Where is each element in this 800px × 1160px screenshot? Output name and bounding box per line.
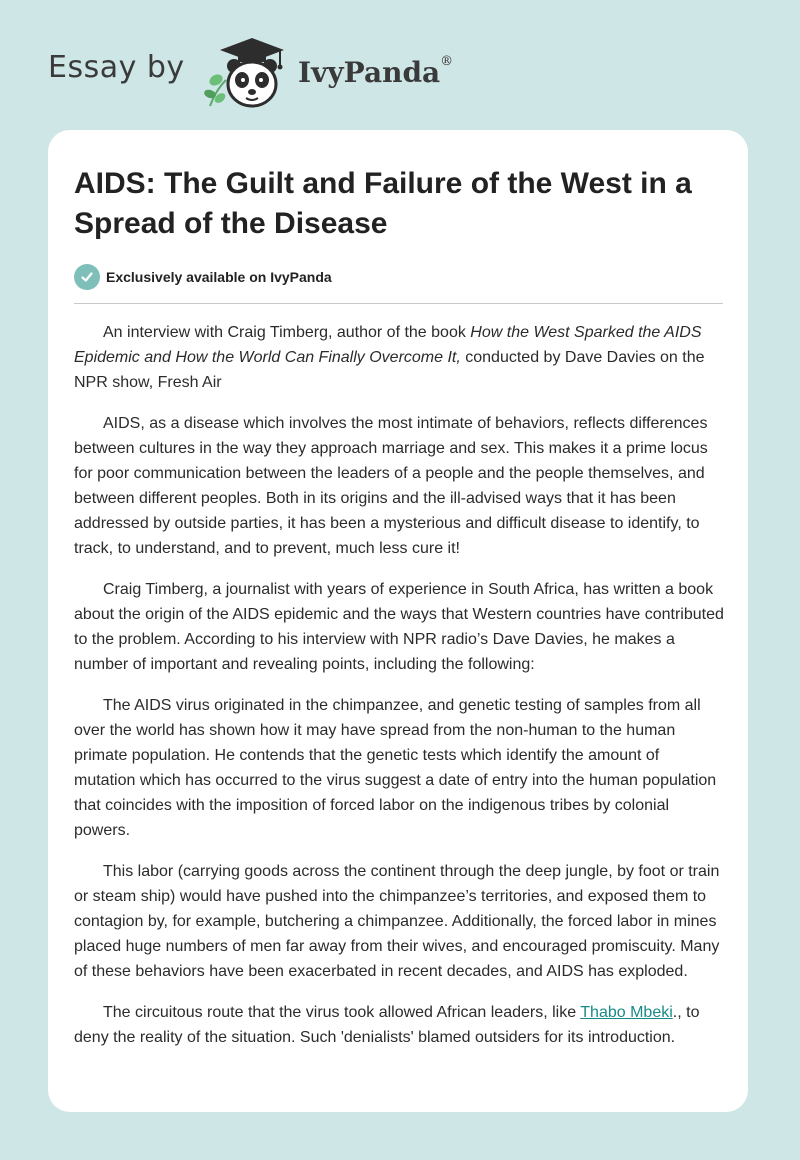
book-title: How the West Sparked the AIDS Epidemic and How the World Can Finally Overcome It, <box>74 324 702 366</box>
paragraph: The circuitous route that the virus took allowed African leaders, like Thabo Mbeki., to deny the reality of the situation. Such 'denialists' blamed outsiders for its introduction. <box>74 1004 700 1046</box>
thabo-mbeki-link[interactable]: Thabo Mbeki <box>580 1004 673 1021</box>
exclusive-label: Exclusively available on IvyPanda <box>106 269 332 285</box>
intro-paragraph: An interview with Craig Timberg, author of the book How the West Sparked the AIDS Epidemic and How the World Can Finally Overcome It, conducted by Dave Davies on the NPR show, Fresh Air <box>74 324 705 391</box>
divider <box>74 303 723 304</box>
essay-title: AIDS: The Guilt and Failure of the West in a Spread of the Disease <box>74 167 692 240</box>
ivy-leaf-icon <box>203 72 227 106</box>
paragraph: This labor (carrying goods across the continent through the deep jungle, by foot or train or steam ship) would have pushed into the chimpanzee’s territories, and exposed them to contagion by, for example, butchering a chimpanzee. Additionally, the forced labor in mines placed huge numbers of men far away from their wives, and encouraged promiscuity. Many of these behaviors have been exacerbated in recent decades, and AIDS has exploded. <box>74 863 720 980</box>
paragraph: Craig Timberg, a journalist with years of experience in South Africa, has written a book about the origin of the AIDS epidemic and the ways that Western countries have contributed to the problem. According to his interview with NPR radio’s Dave Davies, he makes a number of important and revealing points, including the following: <box>74 581 724 673</box>
check-icon <box>74 264 100 290</box>
paragraph: The AIDS virus originated in the chimpanzee, and genetic testing of samples from all over the world has shown how it may have spread from the non-human to the human primate population. He contends that the genetic tests which identify the amount of mutation which has occurred to the virus suggest a date of entry into the human population that coincides with the imposition of forced labor on the indigenous tribes by colonial powers. <box>74 697 717 839</box>
registered-mark: ® <box>440 54 454 69</box>
essay-by-label: Essay by <box>48 50 185 85</box>
essay-body <box>74 320 724 1066</box>
essay-card <box>48 130 748 1112</box>
site-header <box>48 36 508 116</box>
paragraph: AIDS, as a disease which involves the most intimate of behaviors, reflects differences between cultures in the way they approach marriage and sex. This makes it a prime locus for poor communication between the leaders of a people and the people themselves, and between different peoples. Both in its origins and the ill-advised ways that it has been addressed by outside parties, it has been a mysterious and difficult disease to identify, to track, to understand, and to prevent, much less cure it! <box>74 415 708 557</box>
exclusive-badge <box>74 264 332 290</box>
brand-name[interactable]: IvyPanda® <box>298 54 454 89</box>
ivypanda-logo-icon[interactable] <box>200 36 290 110</box>
